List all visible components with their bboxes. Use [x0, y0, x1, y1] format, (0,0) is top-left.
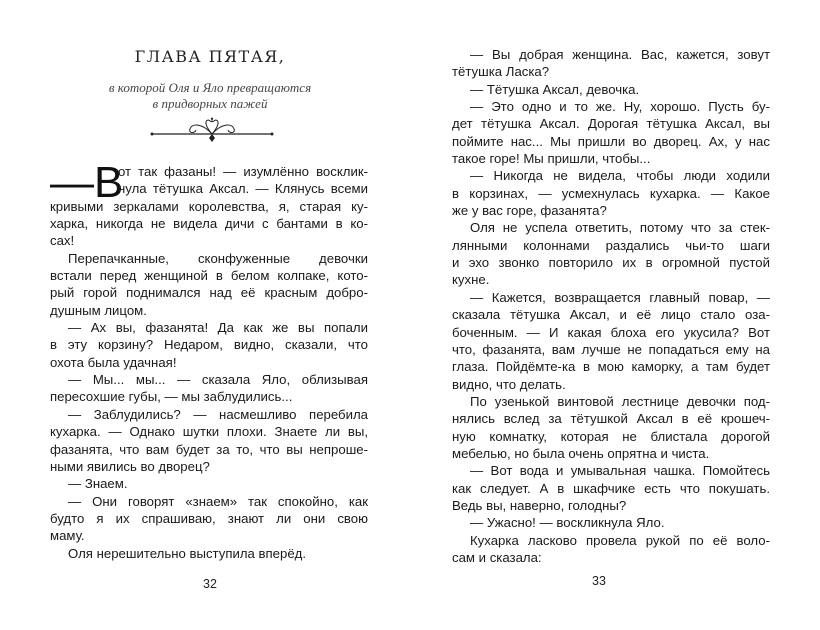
text-line: Кухарка ласково провела рукой по её воло- [470, 532, 770, 548]
chapter-subtitle-line-1: в которой Оля и Яло превращаются [108, 80, 312, 95]
text-line: глаза. Пойдёмте-ка в мою каморку, а там будет [452, 359, 770, 375]
text-line: — Ужасно! — воскликнула Яло. [470, 515, 665, 531]
text-line: мебелью, но была очень опрятна и чиста. [452, 445, 710, 461]
text-line: — Мы... мы... — сказала Яло, облизывая [68, 372, 368, 388]
text-line: сказала тётушка Аксал, и её лицо стало оза- [452, 307, 770, 323]
text-line: душным лицом. [50, 302, 147, 318]
text-line: — Заблудились? — насмешливо перебила [68, 406, 368, 422]
text-line: что, фазанята, вам лучше не попадаться ему на [452, 341, 770, 357]
text-line: же у вас горе, фазанята? [452, 203, 607, 219]
text-line: — Кажется, возвращается главный повар, — [470, 289, 770, 305]
text-line: кухарка. — Однако шутки плохи. Знаете ли вы, [50, 424, 368, 440]
text-line: сам и сказала: [452, 549, 542, 565]
text-line: маму. [50, 528, 85, 544]
text-line: — Это одно и то же. Ну, хорошо. Пусть бу- [470, 99, 770, 115]
text-line: пересохшие губы, — мы заблудились... [50, 389, 293, 405]
text-line: кривыми зеркалами королевства, я, старая ку- [50, 198, 368, 214]
text-line: харка, никогда не видела дичи с бантами в ко- [50, 216, 368, 232]
text-line: нула тётушка Аксал. — Клянусь всеми [118, 181, 368, 197]
right-page [410, 0, 820, 630]
text-line: — Ах вы, фазанята! Да как же вы попали [68, 320, 368, 336]
text-line: поймите нас... Мы пришли во дворец. Ах, у нас [452, 133, 770, 149]
text-line: — Вы добрая женщина. Вас, кажется, зовут [470, 47, 770, 62]
text-line: Оля не успела ответить, потому что за стек- [470, 220, 770, 236]
right-page-text [452, 46, 770, 566]
chapter-title: ГЛАВА ПЯТАЯ, [134, 47, 286, 66]
page-number-left: 32 [203, 577, 217, 591]
text-line: боченным. — И какая блоха его укусила? Вот [452, 324, 770, 340]
text-line: сах! [50, 233, 75, 249]
text-line: По узенькой винтовой лестнице девочки под- [470, 393, 770, 409]
text-line: тётушка Ласка? [452, 64, 550, 80]
text-line: — Они говорят «знаем» так спокойно, как [68, 493, 368, 509]
text-line: кухне. [452, 272, 490, 288]
text-line: ную комнатку, которая не блистала дорогой [452, 428, 770, 444]
text-line: от так фазаны! — изумлённо воcклик- [118, 164, 368, 179]
text-line: охота была удачная! [50, 354, 177, 370]
page-number-right: 33 [592, 574, 606, 588]
text-line: — Тётушка Аксал, девочка. [470, 81, 640, 97]
text-line: в эту корзину? Недаром, видно, сказали, что [50, 337, 368, 353]
text-line: — Вот вода и умывальная чашка. Помойтесь [470, 463, 770, 479]
text-line: дет тётушка Аксал. Дорогая тётушка Аксал, вы [452, 116, 770, 132]
text-line: Ведь вы, наверно, голодны? [452, 497, 627, 513]
drop-cap: —В [50, 158, 124, 207]
text-line: лянными колоннами раздались чьи-то шаги [452, 237, 770, 253]
text-line: в корзинах, — усмехнулась кухарка. — Какое [452, 185, 770, 201]
text-line: видно, что делать. [452, 376, 566, 392]
left-page-text [50, 158, 368, 562]
text-line: будто я их спрашиваю, знают ли они свою [50, 510, 368, 526]
text-line: Перепачканные, сконфуженные девочки [68, 250, 368, 266]
text-line: как следует. А в шкафчике есть что покушать. [452, 480, 770, 496]
text-line: фазанята, что вам будет за то, что вы непроше- [50, 441, 368, 457]
text-line: — Знаем. [68, 476, 128, 492]
chapter-subtitle-line-2: в придворных пажей [152, 96, 268, 111]
text-line: встали перед женщиной в белом колпаке, кото- [50, 268, 368, 284]
text-line: такое горе! Мы пришли, чтобы... [452, 151, 651, 167]
text-line: ными явились во дворец? [50, 458, 210, 474]
text-line: и эхо звонко повторило их в огромной пустой [452, 255, 770, 271]
text-line: — Никогда не видела, чтобы люди ходили [470, 168, 770, 184]
ornament-divider-icon [150, 117, 274, 145]
text-line: нялись вслед за тётушкой Аксал в её крошеч- [452, 411, 770, 427]
text-line: Оля нерешительно выступила вперёд. [68, 545, 307, 561]
text-line: рый горой поднимался над её красным добро- [50, 285, 368, 301]
